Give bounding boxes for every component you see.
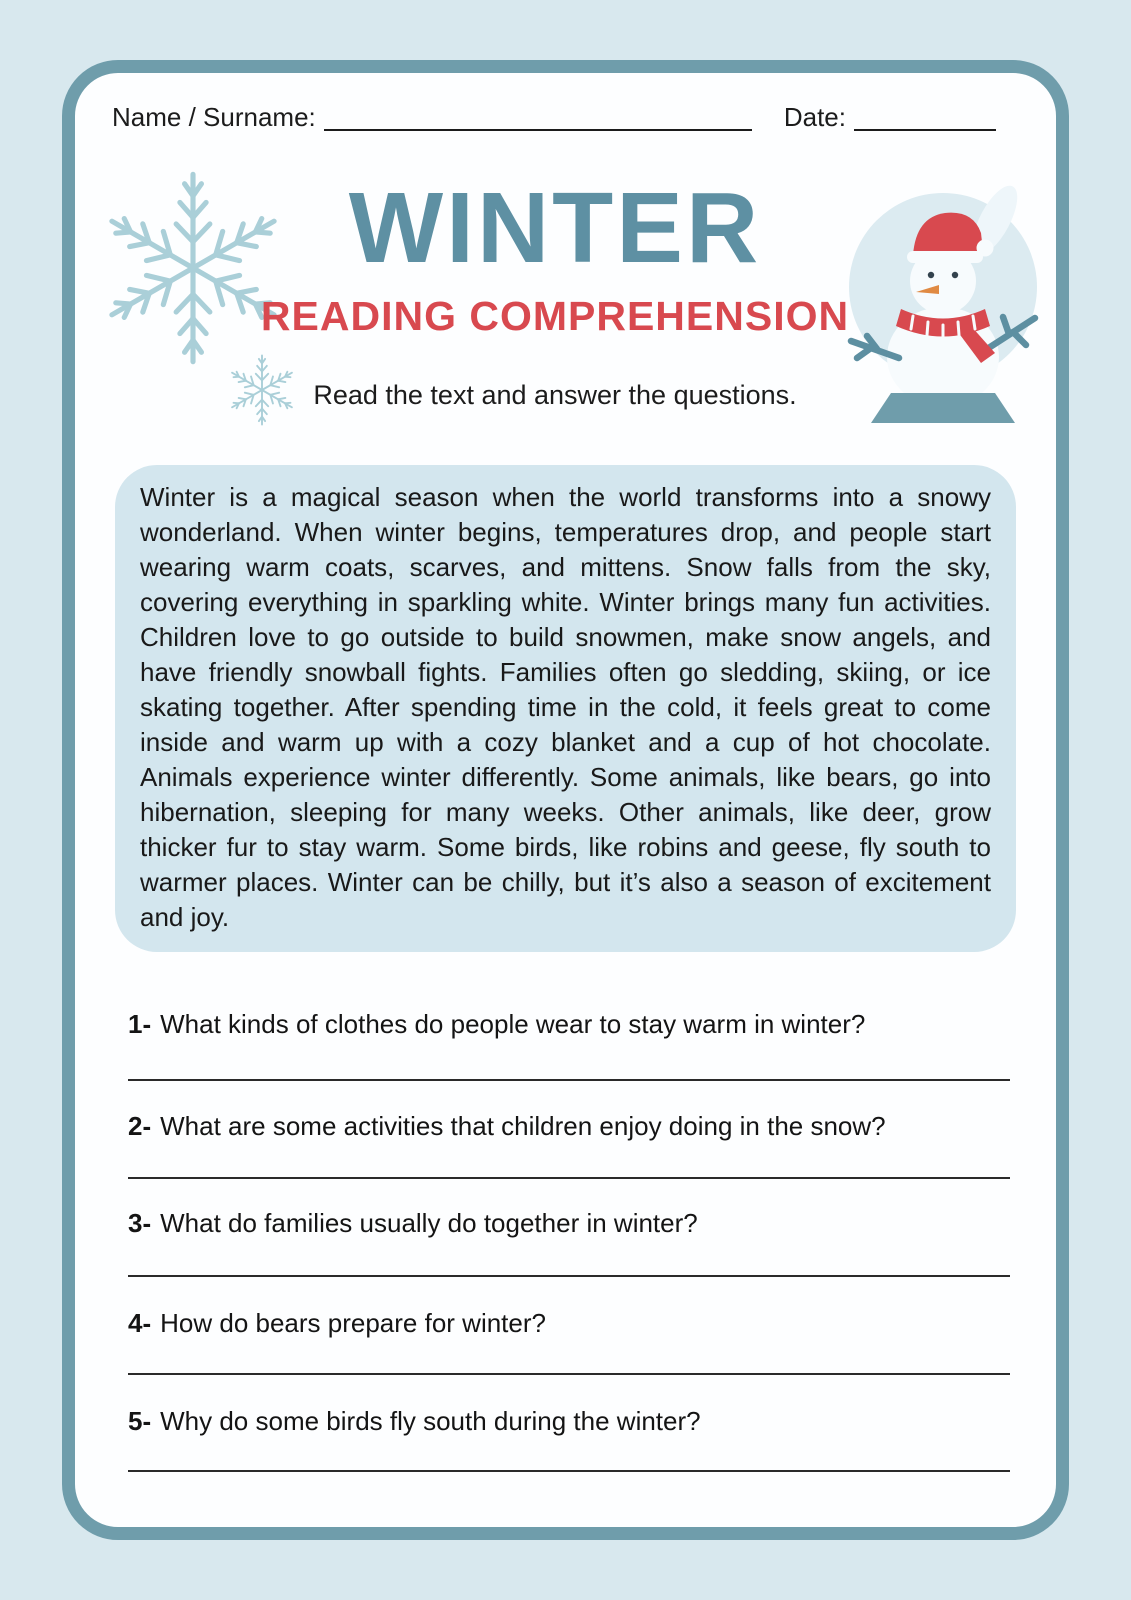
name-surname-label: Name / Surname: bbox=[112, 102, 316, 132]
answer-line-2[interactable] bbox=[128, 1177, 1010, 1179]
question-item-2 bbox=[128, 1110, 1010, 1143]
passage-box bbox=[115, 465, 1016, 952]
passage-text: Winter is a magical season when the world transforms into a snowy wonderland. When winter begins, temperatures drop, and people start wearing warm coats, scarves, and mittens. Snow falls from the sky, covering everything in sparkling white. Winter brings many fun activities. Children love to go outside to build snowmen, make snow angels, and have friendly snowball fights. Families often go sledding, skiing, or ice skating together. After spending time in the cold, it feels great to come inside and warm up with a cozy blanket and a cup of hot chocolate. Animals experience winter differently. Some animals, like bears, go into hibernation, sleeping for many weeks. Other animals, like deer, grow thicker fur to stay warm. Some birds, like robins and geese, fly south to warmer places. Winter can be chilly, but it’s also a season of excitement and joy. bbox=[140, 482, 991, 932]
header-row bbox=[112, 101, 996, 133]
date-input-line[interactable] bbox=[854, 101, 996, 131]
page-title: WINTER bbox=[348, 172, 762, 284]
question-number: 1- bbox=[128, 1009, 152, 1039]
question-number: 3- bbox=[128, 1208, 152, 1238]
question-text: What kinds of clothes do people wear to stay warm in winter? bbox=[160, 1009, 866, 1039]
answer-line-3[interactable] bbox=[128, 1275, 1010, 1277]
title-block bbox=[215, 168, 895, 411]
question-item-4 bbox=[128, 1307, 1010, 1340]
question-item-1 bbox=[128, 1008, 1010, 1041]
question-number: 5- bbox=[128, 1406, 152, 1436]
date-label: Date: bbox=[783, 102, 846, 132]
worksheet-card bbox=[62, 60, 1069, 1540]
answer-line-4[interactable] bbox=[128, 1373, 1010, 1375]
question-text: What do families usually do together in winter? bbox=[160, 1208, 698, 1238]
question-item-5 bbox=[128, 1405, 1010, 1438]
question-item-3 bbox=[128, 1207, 1010, 1240]
page-subtitle: READING COMPREHENSION bbox=[260, 293, 850, 339]
answer-line-5[interactable] bbox=[128, 1470, 1010, 1472]
name-input-line[interactable] bbox=[324, 101, 752, 131]
question-text: Why do some birds fly south during the winter? bbox=[160, 1406, 701, 1436]
question-number: 4- bbox=[128, 1308, 152, 1338]
question-number: 2- bbox=[128, 1111, 152, 1141]
question-text: What are some activities that children enjoy doing in the snow? bbox=[160, 1111, 886, 1141]
instruction-text: Read the text and answer the questions. bbox=[313, 380, 797, 410]
answer-line-1[interactable] bbox=[128, 1079, 1010, 1081]
question-text: How do bears prepare for winter? bbox=[160, 1308, 546, 1338]
